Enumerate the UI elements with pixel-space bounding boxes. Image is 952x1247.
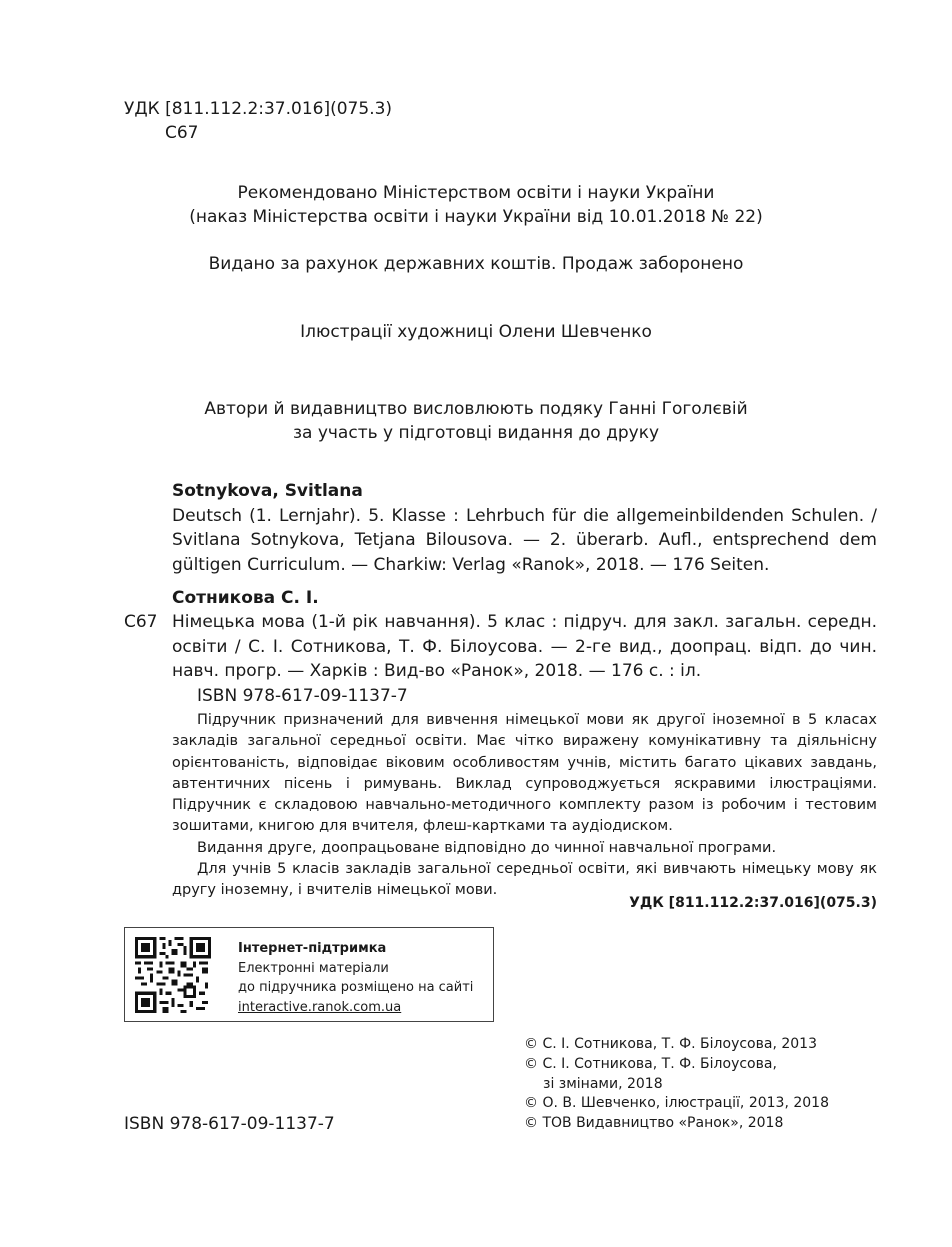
catalog-description-de: Deutsch (1. Lernjahr). 5. Klasse : Lehrbuch für die allgemeinbildenden Schulen. / Svitlana Sotnykova, Tetjana Bilousova. — 2. überarb. Aufl., entsprechend dem gültigen Curriculum. — Charkiw: Verlag «Ranok», 2018. — 176 Seiten.	[172, 505, 877, 575]
internet-support-text	[238, 939, 473, 1017]
isbn-bottom: ISBN 978-617-09-1137-7	[124, 1114, 335, 1134]
catalog-entry-de	[172, 479, 877, 577]
copyright-line: © О. В. Шевченко, ілюстрації, 2013, 2018	[524, 1095, 829, 1112]
acknowledgement-line: Автори й видавництво висловлюють подяку Ганні Гоголєвій	[204, 399, 748, 419]
udk-footer: УДК [811.112.2:37.016](075.3)	[629, 895, 877, 911]
catalog-author-de: Sotnykova, Svitlana	[172, 481, 363, 501]
internet-support-line: до підручника розміщено на сайті	[238, 980, 474, 995]
copyright-line: зі змінами, 2018	[543, 1075, 663, 1092]
acknowledgement-block	[0, 397, 952, 445]
udk-code: УДК [811.112.2:37.016](075.3)	[124, 99, 393, 119]
internet-support-title: Інтернет-підтримка	[238, 941, 387, 956]
acknowledgement-line: за участь у підготовці видання до друку	[292, 423, 660, 443]
internet-support-line: Електронні матеріали	[238, 960, 389, 976]
copyright-line: © С. І. Сотникова, Т. Ф. Білоусова,	[524, 1055, 777, 1072]
copyright-line: © ТОВ Видавництво «Ранок», 2018	[524, 1115, 784, 1132]
recommendation-line: Рекомендовано Міністерством освіти і науки України	[237, 183, 715, 203]
catalog-code-ua: С67	[124, 612, 158, 632]
illustrations-note: Ілюстрації художниці Олени Шевченко	[300, 322, 652, 342]
catalog-author-ua: Сотникова С. І.	[172, 588, 319, 608]
author-code: С67	[165, 123, 199, 143]
annotation-paragraph: Для учнів 5 класів закладів загальної середньої освіти, які вивчають німецьку мову як другу іноземну, і вчителів німецької мови.	[172, 861, 877, 899]
annotation-paragraph: Підручник призначений для вивчення німецької мови як другої іноземної в 5 класах закладів загальної середньої освіти. Має чітко виражену комунікативну та діяльнісну орієнтованість, відповідає віковим особливостям учнів, містить багато цікавих завдань, автентичних пісень і римувань. Виклад супроводжується яскравими ілюстраціями. Підручник є складовою навчально-методичного комплекту разом із робочим і тестовим зошитами, книгою для вчителя, флеш-картками та аудіодиском.	[172, 712, 877, 835]
funding-note: Видано за рахунок державних коштів. Продаж заборонено	[208, 254, 744, 274]
support-website-link[interactable]: interactive.ranok.com.ua	[238, 999, 402, 1015]
copyright-list	[524, 1035, 829, 1134]
annotation	[172, 710, 877, 902]
catalog-isbn: ISBN 978-617-09-1137-7	[197, 686, 408, 706]
udk-header	[124, 97, 392, 145]
copyright-line: © С. І. Сотникова, Т. Ф. Білоусова, 2013	[524, 1036, 817, 1052]
annotation-paragraph: Видання друге, доопрацьоване відповідно до чинної навчальної програми.	[197, 839, 777, 856]
catalog-description-ua: Німецька мова (1-й рік навчання). 5 клас : підруч. для закл. загальн. середн. освіти / С. І. Сотникова, Т. Ф. Білоусова. — 2-ге вид., доопрац. відп. до чин. навч. прогр. — Харків : Вид-во «Ранок», 2018. — 176 с. : іл.	[172, 612, 877, 681]
internet-support-box	[124, 927, 494, 1022]
qr-code-icon[interactable]	[135, 937, 211, 1013]
order-line: (наказ Міністерства освіти і науки України від 10.01.2018 № 22)	[189, 207, 763, 227]
recommendation-block	[0, 181, 952, 229]
